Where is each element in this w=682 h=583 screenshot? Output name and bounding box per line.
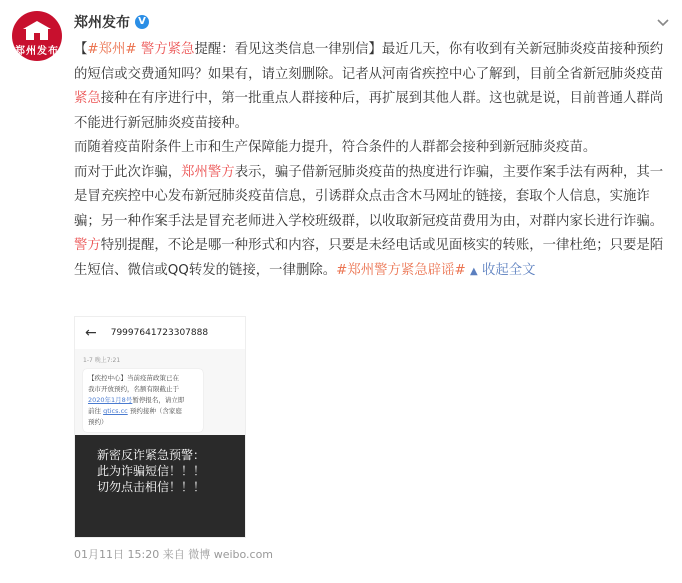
paragraph-4-rest: 特别提醒，不论是哪一种形式和内容，只要是未经电话或见面核实的转账，一律杜绝；只要是陌生短信、微信或QQ转发的链接，一律删除。: [74, 238, 664, 278]
collapse-button[interactable]: [470, 263, 536, 278]
sms-time: 1-7 晚上7:21: [83, 357, 121, 364]
sms-sender-number: 79997641723307888: [110, 328, 209, 338]
police-word: 警方: [74, 238, 101, 253]
hashtag-zhengzhou[interactable]: #郑州#: [87, 42, 137, 57]
sms-url-link: gtics.cc: [103, 407, 128, 415]
sms-line: 预约）: [88, 418, 108, 426]
post-source: 来自 微博 weibo.com: [162, 548, 274, 561]
collapse-label: 收起全文: [481, 262, 536, 278]
arrow-up-icon: ▲: [469, 265, 478, 277]
post-timestamp[interactable]: 01月11日 15:20: [74, 548, 160, 561]
warning-line: 新密反诈紧急预警：: [97, 448, 206, 462]
urgent-word: 紧急: [74, 91, 101, 106]
warning-word: 警方紧急: [140, 42, 195, 57]
sms-line: 预约接种（含家庭: [129, 407, 182, 415]
sms-line: 我市开放预约，名额有限截止于: [88, 385, 179, 393]
sms-line: 【疾控中心】当前疫苗政策已在: [88, 374, 179, 382]
back-arrow-icon: ←: [85, 325, 97, 341]
paragraph-3-start: 而对于此次诈骗，: [74, 164, 182, 180]
headline-text: 提醒：看见这类信息一律别信】最近几天，你有收到有关新冠肺炎疫苗接种预约的短信或交费通知吗？如果有，请立刻删除。记者从河南省疾控中心了解到，目前全省新冠肺炎疫苗: [74, 42, 664, 82]
paragraph-4: [74, 234, 674, 284]
post-meta: [74, 546, 273, 562]
username-row: [74, 12, 149, 32]
chevron-down-icon[interactable]: [656, 14, 670, 28]
post-image[interactable]: [74, 316, 246, 538]
paragraph-2: 而随着疫苗附条件上市和生产保障能力提升，符合条件的人群都会接种到新冠肺炎疫苗。: [74, 140, 597, 155]
warning-line: 切勿点击相信！！！: [97, 480, 206, 494]
sms-line: 前往: [88, 407, 101, 415]
sms-header: [75, 317, 245, 349]
fraud-warning-banner: [75, 435, 245, 537]
paragraph-3: [74, 161, 674, 235]
avatar-label: 郑州发布: [15, 46, 59, 57]
avatar[interactable]: [12, 11, 62, 61]
post-text: [74, 38, 674, 284]
verified-badge-icon: V: [135, 15, 149, 29]
paragraph-3-rest: 表示，骗子借新冠肺炎疫苗的热度进行诈骗，主要作案手法有两种，其一是冒充疾控中心发布新冠肺炎疫苗信息，引诱群众点击含木马网址的链接，套取个人信息，实施诈骗；另一种作案手法是冒充老师进入学校班级群，以收取新冠疫苗费用为由，对群内家长进行诈骗。: [74, 164, 664, 229]
sms-date-link: 2020年1月8号: [88, 396, 133, 404]
warning-line: 此为诈骗短信！！！: [97, 464, 206, 478]
zhengzhou-police-link[interactable]: 郑州警方: [181, 164, 235, 180]
paragraph-1-rest: 接种在有序进行中，第一批重点人群接种后，再扩展到其他人群。这也就是说，目前普通人群尚不能进行新冠肺炎疫苗接种。: [74, 91, 664, 131]
bracket-open: 【: [74, 42, 88, 57]
hashtag-police-rumor[interactable]: #郑州警方紧急辟谣#: [336, 262, 466, 278]
sms-line: 暂停报名，请立即: [132, 396, 185, 404]
paragraph-1: [74, 38, 674, 136]
username[interactable]: 郑州发布: [74, 15, 130, 31]
sms-bubble: [83, 369, 203, 432]
